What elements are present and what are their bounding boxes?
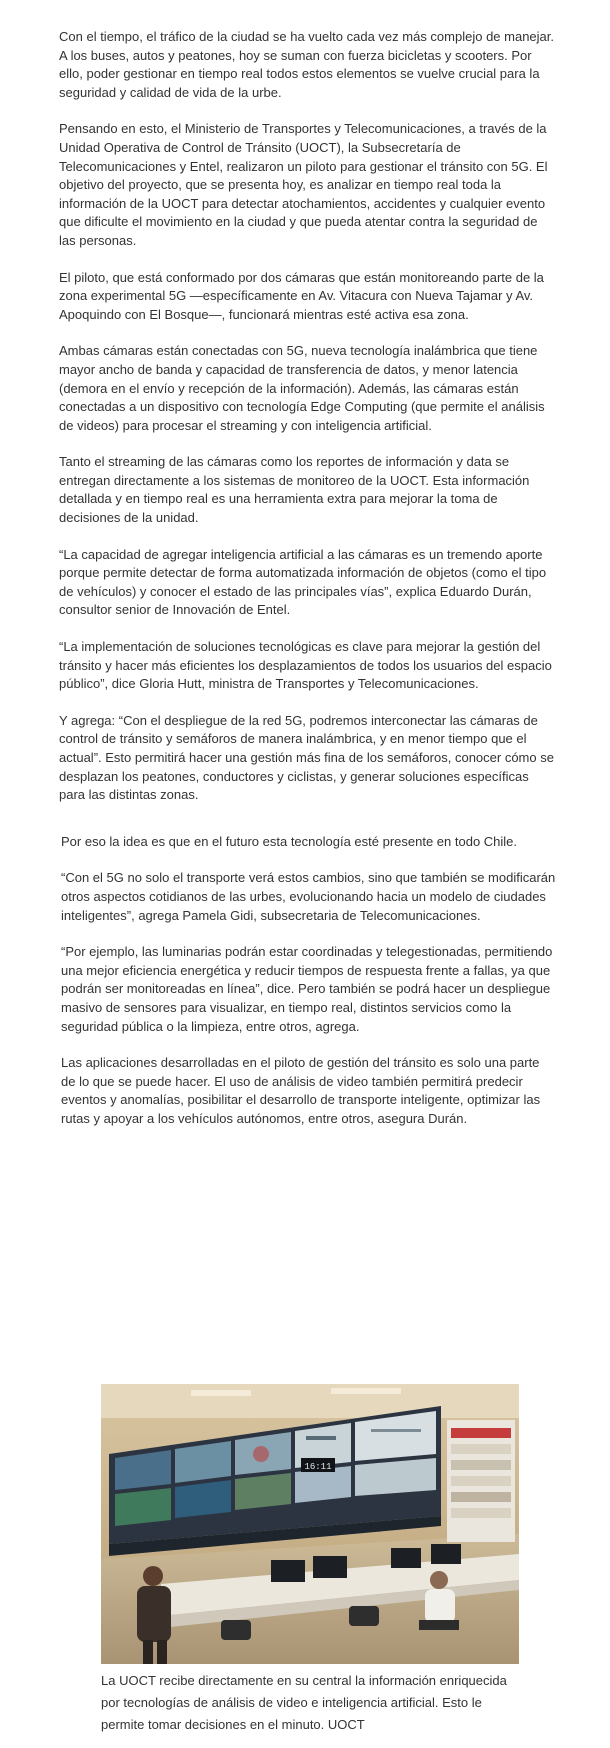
article-body (59, 28, 556, 1147)
article-figure (101, 1384, 519, 1736)
figure-caption: La UOCT recibe directamente en su central la información enriquecida por tecnologías de análisis de video e inteligencia artificial. Esto le permite tomar decisiones en el minuto. UOCT (101, 1673, 507, 1732)
article-paragraph: Con el tiempo, el tráfico de la ciudad se ha vuelto cada vez más complejo de manejar. A los buses, autos y peatones, hoy se suman con fuerza bicicletas y scooters. Por ello, poder gestionar en tiempo real todos estos elementos se vuelve crucial para la seguridad y calidad de vida de la urbe. (59, 29, 554, 100)
article-paragraph: “La implementación de soluciones tecnológicas es clave para mejorar la gestión del tránsito y hacer más eficientes los desplazamientos de todos los usuarios del espacio público”, dice Gloria Hutt, ministra de Transportes y Telecomunicaciones. (59, 639, 552, 692)
article-paragraph: El piloto, que está conformado por dos cámaras que están monitoreando parte de la zona experimental 5G —específicamente en Av. Vitacura con Nueva Tajamar y Av. Apoquindo con El Bosque—, funcionará mientras esté activa esa zona. (59, 269, 544, 322)
article-paragraph: “Por ejemplo, las luminarias podrán estar coordinadas y telegestionadas, permitiendo una mejor eficiencia energética y reducir tiempos de respuesta frente a fallas, ya que podrán ser monitoreadas en línea”, dice. Pero también se podrá hacer un despliegue masivo de sensores para visualizar, en tiempo real, distintos servicios como la seguridad pública o la limpieza, entre otros, agrega. (61, 944, 553, 1034)
article-paragraph: Tanto el streaming de las cámaras como los reportes de información y data se entregan directamente a los sistemas de monitoreo de la UOCT. Esta información detallada y en tiempo real es una herramienta extra para mejorar la toma de decisiones de la unidad. (59, 454, 530, 526)
control-room-photo (101, 1384, 519, 1664)
article-paragraph: Las aplicaciones desarrolladas en el piloto de gestión del tránsito es solo una parte de lo que se puede hacer. El uso de análisis de video también permitirá predecir eventos y anomalías, posibilitar el desarrollo de transporte inteligente, optimizar las rutas y apoyar a los vehículos autónomos, entre otros, asegura Durán. (61, 1055, 541, 1126)
article-paragraph: Y agrega: “Con el despliegue de la red 5G, podremos interconectar las cámaras de control de tránsito y semáforos de manera inalámbrica, y en menor tiempo que el actual”. Esto permitirá hacer una gestión más fina de los semáforos, conocer cómo se desplazan los peatones, conductores y ciclistas, y generar soluciones específicas para las distintas zonas. (59, 712, 554, 803)
article-paragraph: Pensando en esto, el Ministerio de Transportes y Telecomunicaciones, a través de la Unidad Operativa de Control de Tránsito (UOCT), la Subsecretaría de Telecomunicaciones y Entel, realizaron un piloto para gestionar el tránsito con 5G. El objetivo del proyecto, que se presenta hoy, es analizar en tiempo real toda la información de la UOCT para detectar atochamientos, accidentes y cualquier evento que dificulte el movimiento en la ciudad y que pueda atentar contra la seguridad de las personas. (59, 121, 548, 248)
article-paragraph: Por eso la idea es que en el futuro esta tecnología esté presente en todo Chile. (61, 833, 518, 849)
wall-clock-readout: 16:11 (304, 1462, 332, 1472)
article-paragraph: Ambas cámaras están conectadas con 5G, nueva tecnología inalámbrica que tiene mayor ancho de banda y capacidad de transferencia de datos, y menor latencia (demora en el envío y recepción de la información). Además, las cámaras están conectadas a un dispositivo con tecnología Edge Computing (que permite el análisis de videos) para procesar el streaming y con inteligencia artificial. (59, 343, 545, 433)
article-paragraph: “La capacidad de agregar inteligencia artificial a las cámaras es un tremendo aporte porque permite detectar de forma automatizada información de objetos (como el tipo de vehículos) y conocer el estado de las principales vías”, explica Eduardo Durán, consultor senior de Innovación de Entel. (59, 546, 547, 618)
article-paragraph: “Con el 5G no solo el transporte verá estos cambios, sino que también se modificarán otros aspectos cotidianos de las urbes, evolucionando hacia un modelo de ciudades inteligentes”, agrega Pamela Gidi, subsecretaria de Telecomunicaciones. (61, 870, 556, 923)
